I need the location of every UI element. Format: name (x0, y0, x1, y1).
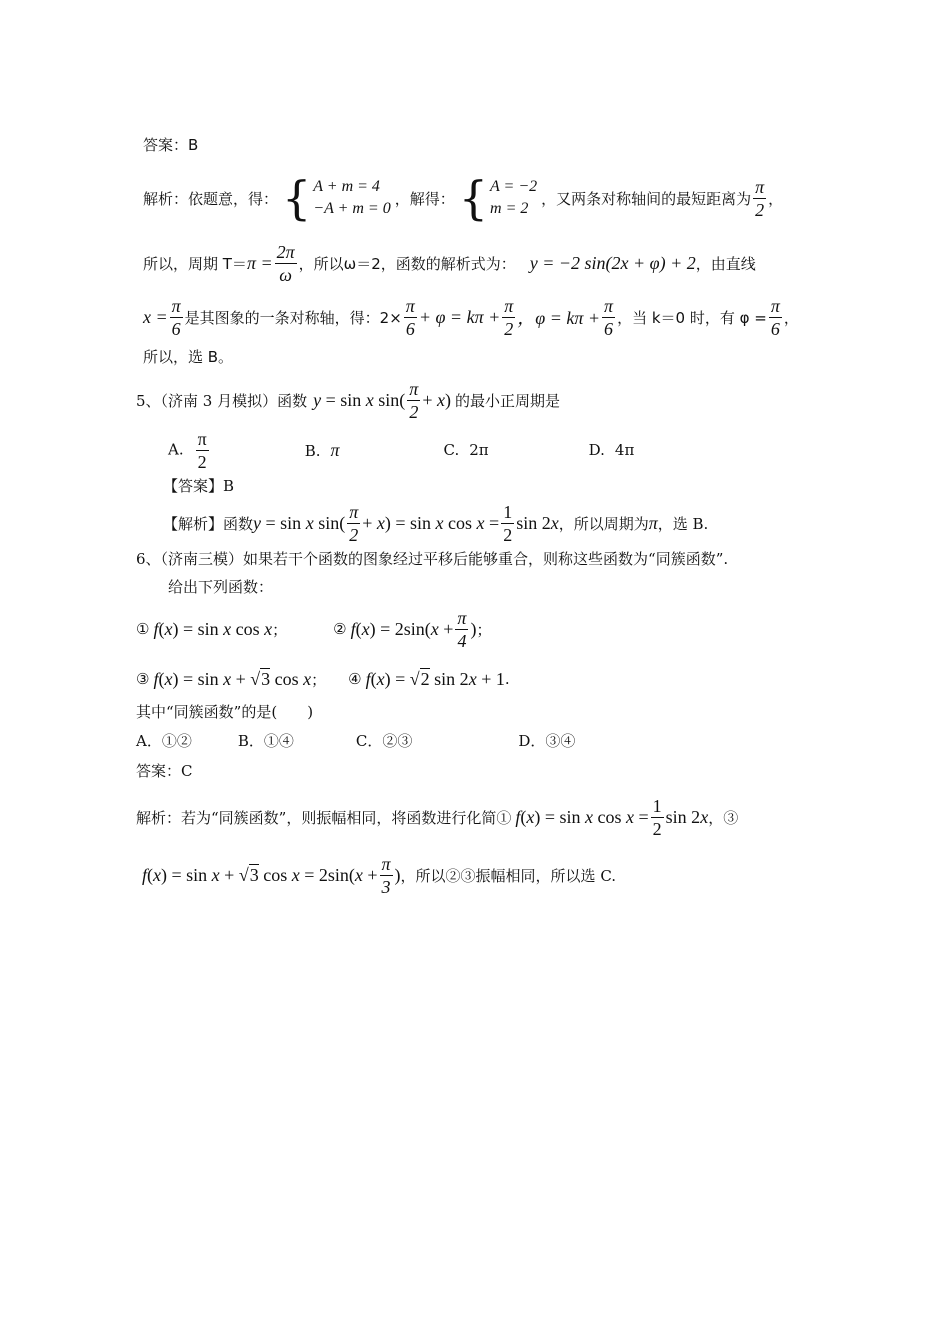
q6-functions-row-1: ① f(x) = sin x cos x ； ② f(x) = 2sin(x + $\frac{\pi}{4}$ ) ； (136, 607, 492, 651)
q6-option-d: D．③④ (518, 732, 576, 750)
q5-option-a: A. $\frac{\pi}{2}$ (168, 428, 207, 472)
q6-answer: 答案：C (136, 762, 193, 780)
prev-analysis-line-3: x = $\frac{\pi}{6}$ 是其图象的一条对称轴，得：2× $\frac{\pi}{6}$ + φ = kπ + $\frac{\pi}{2}$ ，φ = kπ + $\frac{\pi}{6}$ ，当 k＝0 时，有 φ = $\frac{\pi}{6}$ ， (143, 295, 799, 339)
q5-answer: 【答案】B (163, 477, 235, 495)
fraction-2pi-over-omega: $\frac{2\pi}{\omega}$ (276, 241, 295, 285)
q6-stem-2: 给出下列函数： (168, 578, 274, 596)
q6-analysis-line-1: 解析：若为“同簇函数”，则振幅相同，将函数进行化简① f(x) = sin x cos x = $\frac{1}{2}$ sin 2x ，③ (136, 795, 739, 839)
prev-analysis-line-4: 所以，选 B。 (143, 348, 234, 366)
q6-functions-row-2: ③ f(x) = sin x + √3 cos x ； ④ f(x) = √2 sin 2x + 1 . (136, 668, 510, 689)
q5-analysis: 【解析】函数 y = sin x sin( $\frac{\pi}{2}$ + x) = sin x cos x = $\frac{1}{2}$ sin 2x ，所以周期为 π ，选 B. (163, 501, 709, 545)
prev-analysis-lead: 解析：依题意，得： (143, 189, 279, 208)
equation-system-1: { A + m = 4 −A + m = 0 (282, 171, 391, 225)
q5-option-b: B. π (304, 439, 340, 460)
q6-options (136, 730, 575, 751)
q6-analysis-line-2: f(x) = sin x + √3 cos x = 2sin(x + $\frac{\pi}{3}$ ) ，所以②③振幅相同，所以选 C. (142, 853, 617, 897)
q6-ask: 其中“同簇函数”的是( ) (136, 703, 314, 721)
q5-option-d: D. 4π (588, 441, 635, 459)
prev-analysis-tail: ，又两条对称轴间的最短距离为 (541, 189, 752, 208)
equation-system-2: { A = −2 m = 2 (458, 171, 538, 225)
q6-option-c: C．②③ (355, 732, 413, 750)
prev-analysis-line-1: 解析：依题意，得： { A + m = 4 −A + m = 0 ，解得： { A = −2 m = 2 ，又两条对称轴间的最短距离为 $\frac{\pi}{2}$ ， (143, 171, 784, 225)
q5-stem: 5、（济南 3 月模拟）函数 y = sin x sin( $\frac{\pi}{2}$ + x) 的最小正周期是 (136, 378, 560, 422)
prev-analysis-line-2: 所以，周期 T＝ π = $\frac{2\pi}{\omega}$ ，所以ω＝2，函数的解析式为： y = −2 sin(2x + φ) + 2 ，由直线 (143, 241, 756, 285)
q6-stem-1: 6、（济南三模）如果若干个函数的图象经过平移后能够重合，则称这些函数为“同簇函数”. (136, 550, 729, 568)
fraction-pi-over-2: $\frac{\pi}{2}$ (755, 176, 765, 220)
q6-option-b: B．①④ (237, 732, 294, 750)
q5-options (168, 428, 634, 472)
prev-analysis-mid: ，解得： (394, 189, 455, 208)
prev-answer: 答案：B (143, 136, 199, 154)
q6-option-a: A．①② (136, 732, 192, 750)
q5-option-c: C. 2π (443, 441, 489, 459)
